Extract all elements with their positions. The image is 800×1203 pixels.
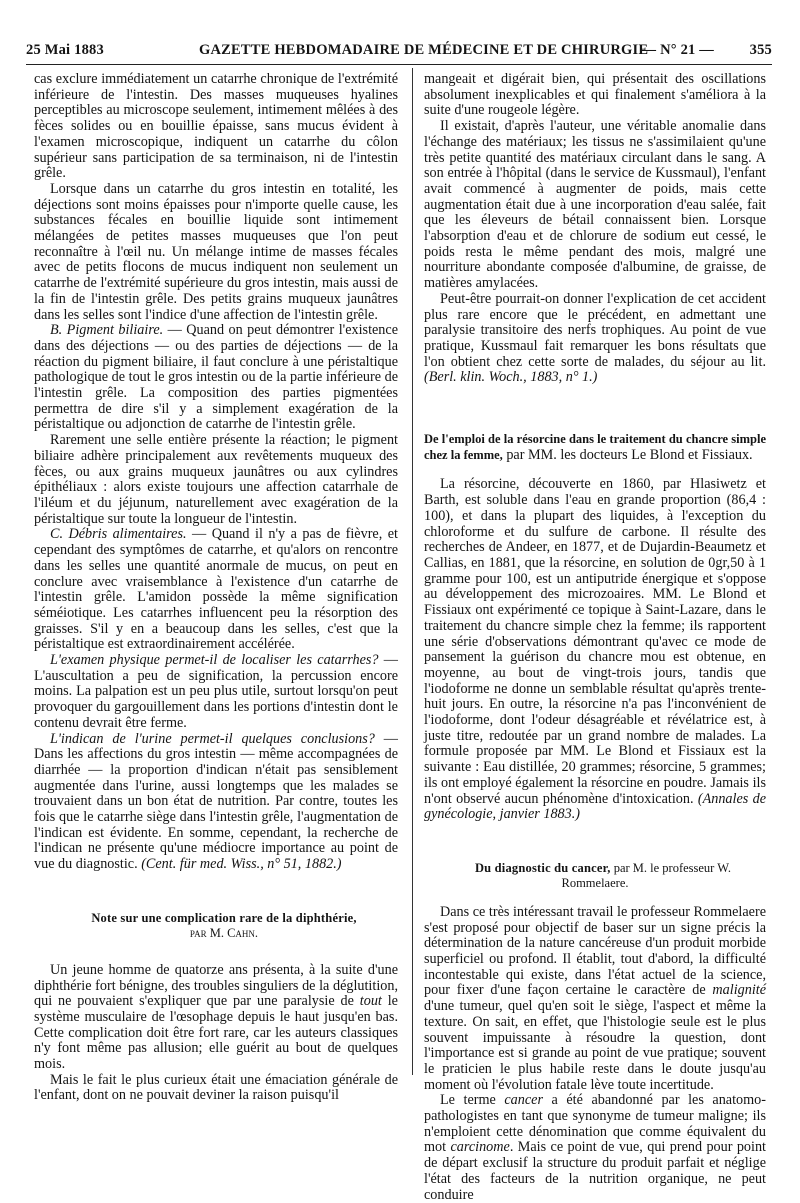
paragraph: Peut-être pourrait-on donner l'explication de cet accident plus rare encore que le précédent, en admettant une paralysie transitoire des nerfs trophiques. Au point de vue pratique, Kussmaul fait remarquer les bons résultats que l'on obtient chez cette sorte de malades, du séjour au lit. (Berl. klin. Woch., 1883, n° 1.) (424, 290, 766, 386)
article-author: par MM. les docteurs Le Blond et Fissiaux. (502, 446, 753, 463)
citation: (Annales de gynécologie, janvier 1883.) (424, 790, 767, 823)
header-title: GAZETTE HEBDOMADAIRE DE MÉDECINE ET DE CHIRURGIE (199, 42, 649, 58)
paragraph: Il existait, d'après l'auteur, une véritable anomalie dans l'échange des matériaux; les tissus ne s'assimilaient qu'une très petite quantité des matériaux circulant dans le sang. A son entrée à l'hôpital (dans le service de Kussmaul), l'enfant avait commencé à augmenter de poids, mais cette augmentation était due à une incorporation d'eau salée, fait que les éleveurs de bétail connaissent bien. Lorsque l'absorption d'eau et de chlorure de sodium eut cessé, le poids resta le même pendant des mois, malgré une nourriture abondante composée d'albumine, de graisse, de matières amylacées. (424, 118, 766, 292)
paragraph: Mais le fait le plus curieux était une émaciation générale de l'enfant, dont on ne pouvait deviner la raison puisqu'il (34, 1071, 398, 1104)
article-title: Note sur une complication rare de la diphthérie, (91, 910, 357, 925)
article-title: De l'emploi de la résorcine dans le traitement du chancre simple chez la femme, par MM. les docteurs Le Blond et Fissiaux. (424, 432, 766, 463)
left-column (34, 71, 398, 1104)
paragraph: B. Pigment biliaire. — Quand on peut démontrer l'existence dans des déjections — ou des parties de déjections — de la réaction du pigment biliaire, il faut conclure à une péristaltique pathologique de tout le gros intestin ou de la partie inférieure de l'intestin grêle. La composition des parties pigmentées permettra de dire s'il y a simplement exagération de la péristaltique ou adjonction de catarrhe de l'intestin grêle. (34, 322, 398, 433)
paragraph: La résorcine, découverte en 1860, par Hlasiwetz et Barth, est soluble dans l'eau en grande proportion (86,4 : 100), et dans la plupart des liquides, à l'exception du chloroforme et du sulfure de carbone. Il résulte des recherches de Andeer, en 1877, et de Dujardin-Beaumetz et Callias, en 1881, que la résorcine, en solution de 0gr,50 à 1 gramme pour 100, est un antiputride énergique et s'oppose au développement des microzoaires. MM. Le Blond et Fissiaux ont expérimenté ce topique à Saint-Lazare, dans le traitement du chancre simple chez la femme; ils rapportent une série d'observations démontrant qu'avec ce mode de pansement la guérison du chancre mou est obtenue, en moyenne, au bout de vingt-trois jours, tandis que l'iodoforme ne donne un semblable résultat qu'après trente-huit jours. En outre, la résorcine n'a pas l'inconvénient de l'iodoforme, dont l'odeur désagréable et révélatrice est, à juste titre, redoutée par un grand nombre de malades. La formule proposée par MM. Le Blond et Fissiaux est la suivante : Eau distillée, 20 grammes; résorcine, 5 grammes; ils ont employé également la résorcine en poudre. Jamais ils n'ont observé aucun phénomène d'intoxication. (Annales de gynécologie, janvier 1883.) (424, 476, 767, 823)
citation: (Cent. für med. Wiss., n° 51, 1882.) (141, 856, 342, 873)
paragraph: mangeait et digérait bien, qui présentait des oscillations absolument inexplicables et qui finalement s'améliora à la suite d'une rougeole légère. (424, 71, 766, 119)
section-heading: C. Débris alimentaires. (50, 526, 187, 543)
section-heading: L'examen physique permet-il de localiser les catarrhes? (50, 652, 379, 669)
header-issue-number: — N° 21 — (641, 42, 714, 58)
paragraph: C. Débris alimentaires. — Quand il n'y a pas de fièvre, et cependant des symptômes de catarrhe, et qu'alors on rencontre dans les selles une quantité anormale de mucus, on peut en conclure avec vraisemblance à l'existence d'un catarrhe de l'intestin grêle. L'amidon possède la même signification séméiotique. Les catarrhes influencent peu la résorption des graisses. S'il y en a beaucoup dans les selles, c'est que la péristaltique est extraordinairement accélérée. (34, 526, 398, 653)
column-divider (412, 68, 413, 1075)
paragraph: Dans ce très intéressant travail le professeur Rommelaere s'est proposé pour objectif de baser sur un signe précis la détermination de la nature cancéreuse d'un produit morbide superficiel ou profond. Il établit, tout d'abord, la difficulté incontestable qui existe, dans l'état actuel de la science, pour fixer d'une façon certaine le caractère de malignité d'une tumeur, quel qu'en soit le siège, l'aspect et même la texture. On sait, en effet, que l'histologie seule est le plus souvent impuissante à résoudre la question, dont l'importance est si grande au point de vue pratique; souvent le praticien le plus habile reste dans le doute jusqu'au moment où l'évolution fatale lève toute incertitude. (424, 903, 766, 1093)
paragraph: L'examen physique permet-il de localiser les catarrhes? — L'auscultation a peu de signification, la percussion encore moins. La palpation est un peu plus utile, surtout lorsqu'on peut provoquer du gargouillement dans les portions d'intestin dont le contenu devrait être ferme. (34, 652, 398, 731)
paragraph: Lorsque dans un catarrhe du gros intestin en totalité, les déjections sont moins épaisses pour n'importe quelle cause, les substances fécales en bouillie liquide sont intimement mélangées de petites masses muqueuses que l'on peut reconnaître à l'œil nu. Un mélange intime de masses fécales avec de petits flocons de mucus indiquent non seulement un catarrhe de l'extrémité supérieure du gros intestin, mais aussi de la fin de l'intestin grêle. Des petits grains muqueux jaunâtres dans les selles sont l'indice d'une affection de l'intestin grêle. (34, 180, 398, 323)
right-column (424, 71, 767, 1203)
paragraph: cas exclure immédiatement un catarrhe chronique de l'extrémité inférieure de l'intestin. Des masses muqueuses hyalines perceptibles au microscope seulement, intimement mêlées à des fèces solides ou en bouillie épaisse, sans mucus évident à l'examen microscopique, indiquent un catarrhe du côlon supérieur sans participation de sa terminaison, ni de l'intestin grêle. (34, 71, 398, 182)
citation: (Berl. klin. Woch., 1883, n° 1.) (424, 369, 598, 386)
page-header (26, 36, 772, 66)
article-title: Du diagnostic du cancer, par M. le professeur W. Rommelaere. (474, 860, 732, 890)
paragraph: Un jeune homme de quatorze ans présenta, à la suite d'une diphthérie fort bénigne, des troubles singuliers de la déglutition, qui ne pouvaient s'expliquer que par une paralysie de tout le système musculaire de l'œsophage depuis le haut jusqu'en bas. Cette complication doit être fort rare, car les auteurs classiques n'y font même pas allusion; elle guérit au bout de quelques mois. (34, 961, 398, 1073)
header-rule (26, 64, 772, 65)
article-author: par M. le professeur W. Rommelaere. (561, 860, 732, 890)
section-heading: L'indican de l'urine permet-il quelques conclusions? (50, 730, 375, 747)
header-date: 25 Mai 1883 (26, 42, 104, 58)
header-page-number: 355 (749, 42, 772, 58)
paragraph: L'indican de l'urine permet-il quelques conclusions? — Dans les affections du gros intestin — même accompagnées de diarrhée — la proportion d'indican n'était pas sensiblement augmentée dans l'urine, aussi longtemps que les malades se trouvaient dans un bon état de nutrition. Par contre, toutes les fois que le catarrhe siège dans l'intestin grêle, l'augmentation de l'indican est évidente. En somme, cependant, la recherche de l'indican ne présente qu'une médiocre importance au point de vue du diagnostic. (Cent. für med. Wiss., n° 51, 1882.) (34, 730, 398, 873)
section-heading: B. Pigment biliaire. (50, 322, 164, 339)
article-author: par M. Cahn. (189, 925, 259, 940)
paragraph: Le terme cancer a été abandonné par les anatomo-pathologistes en tant que synonyme de tumeur maligne; ils n'emploient cette dénomination que comme équivalent du mot carcinome. Mais ce point de vue, qui prend pour point de départ exclusif la structure du produit parfait et néglige l'état des facteurs de la nutrition organique, ne peut conduire (424, 1092, 766, 1203)
paragraph: Rarement une selle entière présente la réaction; le pigment biliaire adhère principalement aux revêtements muqueux des fèces, ou aux grains muqueux jaunâtres ou aux cylindres épithéliaux : alors existe toujours une affection catarrhale de l'iléum et du jéjunum, naturellement avec exagération de la péristaltique sur toute la longueur de l'intestin. (34, 432, 398, 527)
